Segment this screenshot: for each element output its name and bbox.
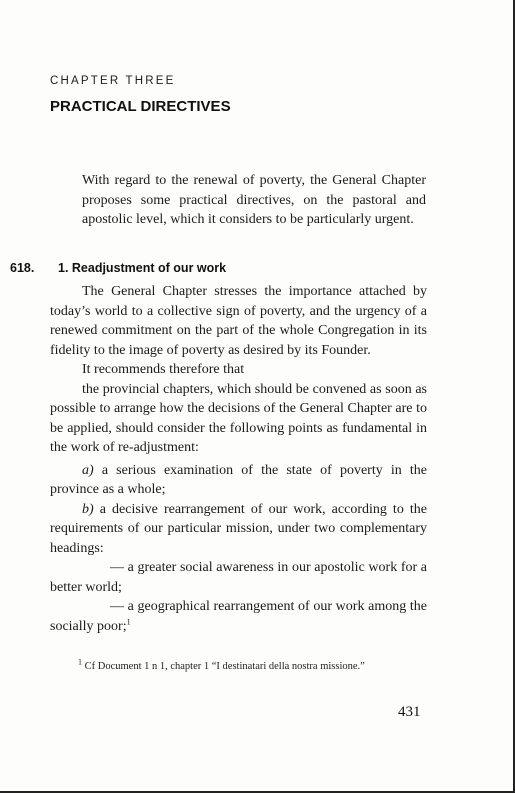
page-number: 431 <box>398 704 421 720</box>
footnote-text: Cf Document 1 n 1, chapter 1 “I destinatari della nostra missione.” <box>82 661 365 672</box>
list-marker-b: b) <box>82 501 94 517</box>
section-number: 618. <box>10 261 35 275</box>
body-paragraph-1: The General Chapter stresses the importance attached by today’s world to a collective sign of poverty, and the urgency of a renewed commitment on the part of the whole Congregation in its fidelity to the image of poverty as desired by its Founder. <box>50 284 427 358</box>
section-title: 1. Readjustment of our work <box>58 261 227 275</box>
chapter-title: PRACTICAL DIRECTIVES <box>50 98 231 115</box>
footnote-marker: 1 <box>78 657 82 667</box>
dash-item-2-text: — a geographical rearrangement of our work among the socially poor; <box>50 599 427 634</box>
body-paragraph-3: the provincial chapters, which should be convened as soon as possible to arrange how the decisions of the General Chapter are to be applied, should consider the following points as fundamental in the work of re-adjustment: <box>50 381 427 455</box>
intro-paragraph <box>82 171 426 230</box>
chapter-label: CHAPTER THREE <box>50 75 176 87</box>
list-text-b: a decisive rearrangement of our work, according to the requirements of our particular mission, under two complementary headings: <box>50 501 427 556</box>
list-item-a <box>50 461 427 500</box>
footnote <box>50 659 427 674</box>
section-body <box>50 282 427 636</box>
body-paragraph-2: It recommends therefore that <box>82 362 245 377</box>
intro-text: With regard to the renewal of poverty, the General Chapter proposes some practical directives, on the pastoral and apostolic level, which it considers to be particularly urgent. <box>82 173 426 227</box>
dash-item-2 <box>50 597 427 636</box>
footnote-reference: 1 <box>126 616 131 626</box>
list-marker-a: a) <box>82 462 94 478</box>
list-text-a: a serious examination of the state of poverty in the province as a whole; <box>50 462 427 497</box>
list-item-b <box>50 500 427 559</box>
dash-item-1: — a greater social awareness in our apostolic work for a better world; <box>50 560 427 595</box>
